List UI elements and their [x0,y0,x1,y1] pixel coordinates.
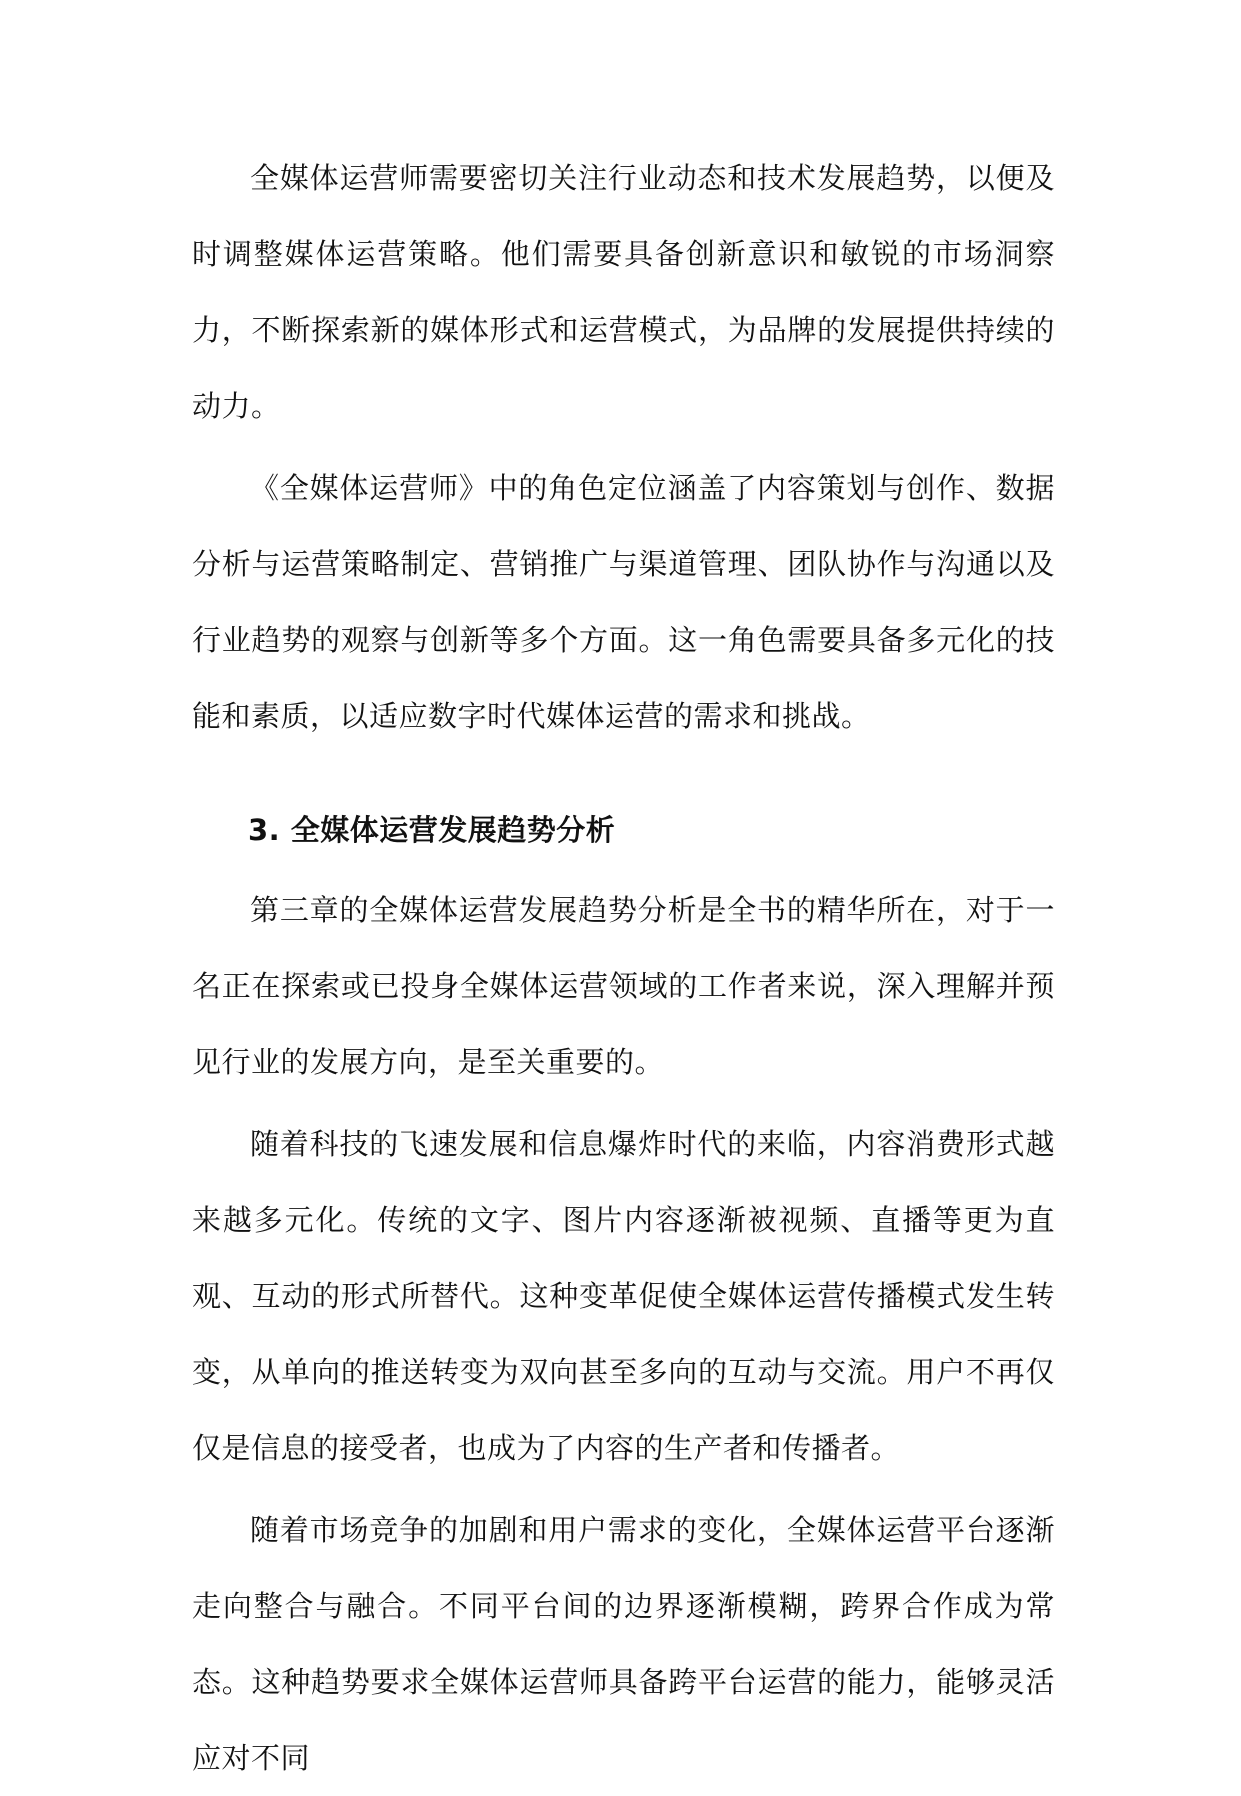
body-paragraph: 随着科技的飞速发展和信息爆炸时代的来临，内容消费形式越来越多元化。传统的文字、图片内容逐渐被视频、直播等更为直观、互动的形式所替代。这种变革促使全媒体运营传播模式发生转变，从单向的推送转变为双向甚至多向的互动与交流。用户不再仅仅是信息的接受者，也成为了内容的生产者和传播者。 [192,1127,1055,1465]
section-heading: 3. 全媒体运营发展趋势分析 [248,813,616,847]
body-paragraph: 全媒体运营师需要密切关注行业动态和技术发展趋势，以便及时调整媒体运营策略。他们需要具备创新意识和敏锐的市场洞察力，不断探索新的媒体形式和运营模式，为品牌的发展提供持续的动力。 [192,161,1055,423]
body-paragraph: 随着市场竞争的加剧和用户需求的变化，全媒体运营平台逐渐走向整合与融合。不同平台间的边界逐渐模糊，跨界合作成为常态。这种趋势要求全媒体运营师具备跨平台运营的能力，能够灵活应对不同 [192,1513,1055,1775]
body-paragraph: 第三章的全媒体运营发展趋势分析是全书的精华所在，对于一名正在探索或已投身全媒体运营领域的工作者来说，深入理解并预见行业的发展方向，是至关重要的。 [192,893,1055,1079]
body-paragraph: 《全媒体运营师》中的角色定位涵盖了内容策划与创作、数据分析与运营策略制定、营销推广与渠道管理、团队协作与沟通以及行业趋势的观察与创新等多个方面。这一角色需要具备多元化的技能和素质，以适应数字时代媒体运营的需求和挑战。 [192,471,1055,733]
